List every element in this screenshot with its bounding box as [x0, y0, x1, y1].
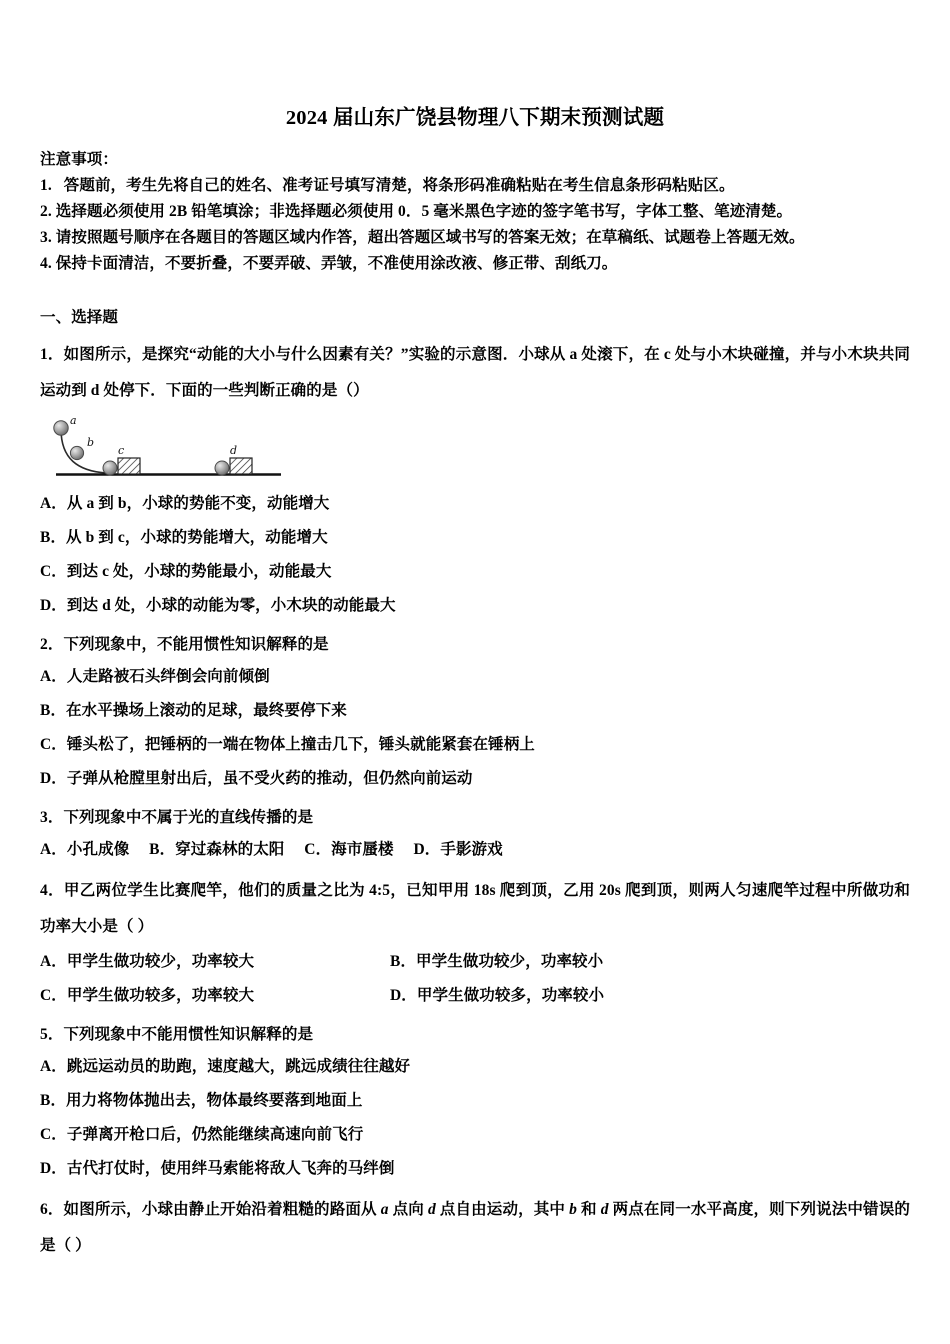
question-1-option-d[interactable]: D．到达 d 处，小球的动能为零，小木块的动能最大 — [40, 596, 396, 614]
question-6-var-a: a — [380, 1200, 389, 1218]
question-1-figure — [48, 413, 910, 485]
ball-a — [54, 420, 68, 434]
question-1 — [40, 337, 910, 623]
notice-item-1: 1. 答题前，考生先将自己的姓名、准考证号填写清楚，将条形码准确粘贴在考生信息条形码粘贴区。 — [40, 176, 735, 194]
question-2-option-a[interactable]: A．人走路被石头绊倒会向前倾倒 — [40, 667, 270, 685]
ball-b — [70, 446, 83, 459]
question-6-stem-part-4: 和 — [576, 1200, 601, 1218]
question-6-stem-part-5: 两点在同一水平高度，则下列说法中错误的是（ ） — [40, 1200, 910, 1254]
question-4-option-c[interactable]: C．甲学生做功较多，功率较大 — [40, 986, 255, 1004]
question-1-option-b[interactable]: B．从 b 到 c，小球的势能增大，动能增大 — [40, 528, 328, 546]
question-2 — [40, 629, 910, 796]
question-3-options[interactable]: A．小孔成像 B．穿过森林的太阳 C．海市蜃楼 D．手影游戏 — [40, 840, 503, 858]
question-1-stem: 1．如图所示，是探究“动能的大小与什么因素有关？”实验的示意图．小球从 a 处滚下，在 c 处与小木块碰撞，并与小木块共同运动到 d 处停下．下面的一些判断正确的是（） — [40, 345, 910, 399]
question-4-stem: 4．甲乙两位学生比赛爬竿，他们的质量之比为 4:5，已知甲用 18s 爬到顶，乙用 20s 爬到顶，则两人匀速爬竿过程中所做功和功率大小是（ ） — [40, 881, 910, 935]
question-6-stem-part-3: 点自由运动，其中 — [435, 1200, 570, 1218]
question-5-option-c[interactable]: C．子弹离开枪口后，仍然能继续高速向前飞行 — [40, 1125, 364, 1143]
ball-c — [103, 461, 117, 475]
question-6-stem — [40, 1192, 910, 1264]
question-5 — [40, 1019, 910, 1186]
block-d — [230, 458, 252, 474]
question-2-option-b[interactable]: B．在水平操场上滚动的足球，最终要停下来 — [40, 701, 347, 719]
page-title: 2024 届山东广饶县物理八下期末预测试题 — [285, 107, 665, 129]
question-6-stem-part-2: 点向 — [388, 1200, 428, 1218]
question-4 — [40, 873, 910, 1013]
question-4-options — [40, 945, 910, 1013]
question-6-var-d2: d — [600, 1200, 609, 1218]
figure-label-c: c — [118, 443, 125, 457]
figure-label-a: a — [70, 413, 77, 427]
question-1-option-c[interactable]: C．到达 c 处，小球的势能最小，动能最大 — [40, 562, 332, 580]
question-4-option-d[interactable]: D．甲学生做功较多，功率较小 — [390, 986, 605, 1004]
figure-label-b: b — [87, 435, 95, 449]
section-heading-multiple-choice: 一、选择题 — [40, 308, 119, 326]
question-4-option-b[interactable]: B．甲学生做功较少，功率较小 — [390, 952, 604, 970]
question-2-stem: 2．下列现象中，不能用惯性知识解释的是 — [40, 635, 329, 653]
question-6 — [40, 1192, 910, 1264]
notice-item-3: 3. 请按照题号顺序在各题目的答题区域内作答，超出答题区域书写的答案无效；在草稿纸、试题卷上答题无效。 — [40, 228, 805, 246]
question-1-option-a[interactable]: A．从 a 到 b，小球的势能不变，动能增大 — [40, 494, 330, 512]
question-4-option-row-1 — [40, 945, 910, 979]
question-5-stem: 5．下列现象中不能用惯性知识解释的是 — [40, 1025, 314, 1043]
notice-item-4: 4. 保持卡面清洁，不要折叠，不要弄破、弄皱，不准使用涂改液、修正带、刮纸刀。 — [40, 254, 618, 272]
energy-experiment-diagram — [48, 413, 288, 485]
question-6-var-d1: d — [427, 1200, 436, 1218]
notice-block — [40, 147, 910, 277]
block-c — [118, 458, 140, 474]
question-6-var-b: b — [569, 1200, 577, 1218]
ball-d — [215, 461, 229, 475]
notice-item-2: 2. 选择题必须使用 2B 铅笔填涂；非选择题必须使用 0．5 毫米黑色字迹的签字笔书写，字体工整、笔迹清楚。 — [40, 202, 793, 220]
question-2-option-d[interactable]: D．子弹从枪膛里射出后，虽不受火药的推动，但仍然向前运动 — [40, 769, 473, 787]
question-4-option-row-2 — [40, 979, 910, 1013]
question-3 — [40, 802, 910, 867]
question-3-stem: 3．下列现象中不属于光的直线传播的是 — [40, 808, 314, 826]
figure-label-d: d — [230, 443, 238, 457]
question-4-option-a[interactable]: A．甲学生做功较少，功率较大 — [40, 952, 255, 970]
question-6-stem-part-1: 6．如图所示，小球由静止开始沿着粗糙的路面从 — [40, 1200, 381, 1218]
question-5-option-b[interactable]: B．用力将物体抛出去，物体最终要落到地面上 — [40, 1091, 363, 1109]
question-5-option-d[interactable]: D．古代打仗时，使用绊马索能将敌人飞奔的马绊倒 — [40, 1159, 395, 1177]
question-5-option-a[interactable]: A．跳远运动员的助跑，速度越大，跳远成绩往往越好 — [40, 1057, 411, 1075]
notice-heading: 注意事项： — [40, 150, 119, 168]
question-2-option-c[interactable]: C．锤头松了，把锤柄的一端在物体上撞击几下，锤头就能紧套在锤柄上 — [40, 735, 535, 753]
